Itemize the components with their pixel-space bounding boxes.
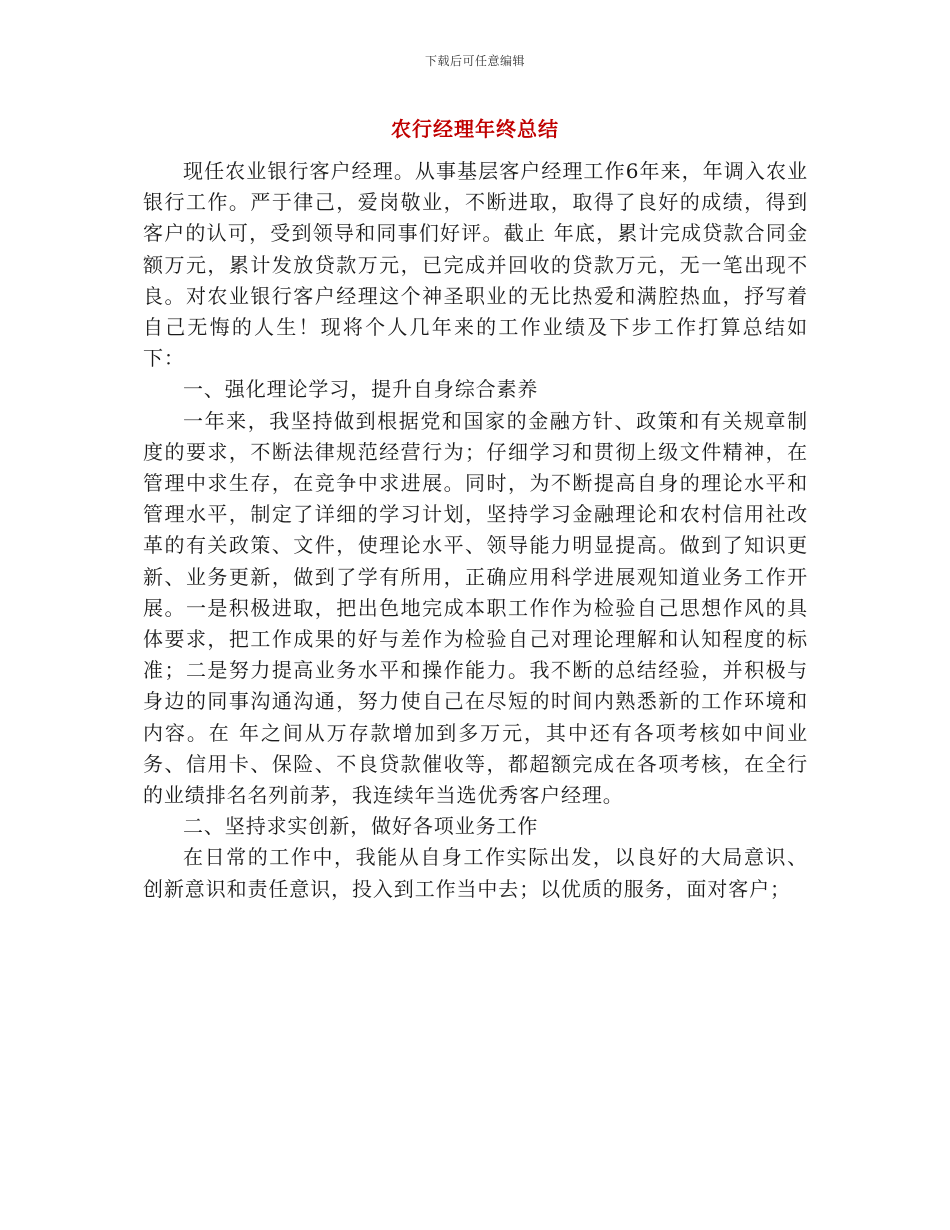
- paragraph-section-1: 一年来，我坚持做到根据党和国家的金融方针、政策和有关规章制度的要求，不断法律规范经营行为；仔细学习和贯彻上级文件精神，在管理中求生存，在竞争中求进展。同时，为不断提高自身的理论水平和管理水平，制定了详细的学习计划，坚持学习金融理论和农村信用社改革的有关政策、文件，使理论水平、领导能力明显提高。做到了知识更新、业务更新，做到了学有所用，正确应用科学进展观知道业务工作开展。一是积极进取，把出色地完成本职工作作为检验自己思想作风的具体要求，把工作成果的好与差作为检验自己对理论理解和认知程度的标准；二是努力提高业务水平和操作能力。我不断的总结经验，并积极与身边的同事沟通沟通，努力使自己在尽短的时间内熟悉新的工作环境和内容。在 年之间从万存款增加到多万元，其中还有各项考核如中间业务、信用卡、保险、不良贷款催收等，都超额完成在各项考核，在全行的业绩排名名列前茅，我连续年当选优秀客户经理。: [143, 408, 808, 808]
- paragraph-section-2: 在日常的工作中，我能从自身工作实际出发，以良好的大局意识、创新意识和责任意识，投入到工作当中去；以优质的服务，面对客户；: [143, 845, 808, 901]
- document-body: [143, 156, 808, 905]
- section-heading-1: 一、强化理论学习，提升自身综合素养: [183, 377, 539, 402]
- paragraph-intro: 现任农业银行客户经理。从事基层客户经理工作6年来，年调入农业银行工作。严于律己，爱岗敬业，不断进取，取得了良好的成绩，得到客户的认可，受到领导和同事们好评。截止 年底，累计完成贷款合同金额万元，累计发放贷款万元，已完成并回收的贷款万元，无一笔出现不良。对农业银行客户经理这个神圣职业的无比热爱和满腔热血，抒写着自己无悔的人生！现将个人几年来的工作业绩及下步工作打算总结如下：: [143, 159, 808, 371]
- page-header-note: 下载后可任意编辑: [424, 54, 525, 68]
- section-heading-2: 二、坚持求实创新，做好各项业务工作: [183, 814, 539, 839]
- document-title: 农行经理年终总结: [391, 117, 559, 141]
